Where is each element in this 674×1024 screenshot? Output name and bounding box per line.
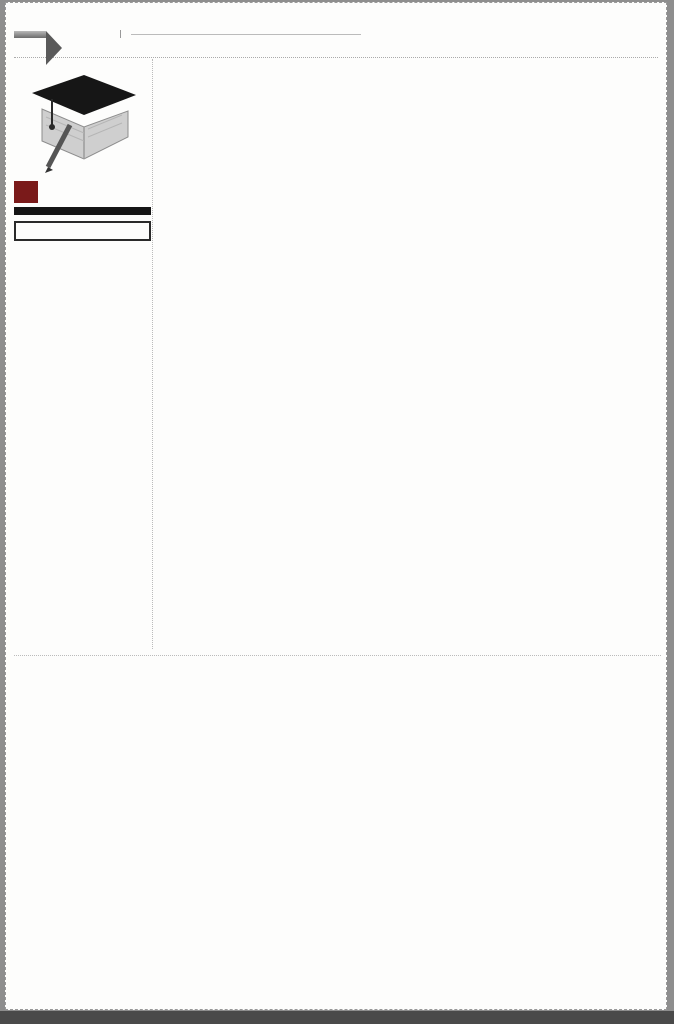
column-divider <box>152 59 153 649</box>
scan-edge-band <box>0 1011 674 1024</box>
edition-meta <box>120 30 654 38</box>
liqun-sun-logo <box>14 181 38 203</box>
newspaper-page <box>5 2 667 1010</box>
campaign-slogan <box>14 181 151 203</box>
series-banner <box>14 207 151 215</box>
headline-block <box>154 59 658 63</box>
lead-article <box>14 221 151 241</box>
student-grid-bottom <box>14 655 661 1007</box>
section-banner <box>14 31 46 38</box>
left-sidebar <box>14 59 151 651</box>
graduation-cap-illustration <box>22 63 144 175</box>
student-grid-top <box>154 133 661 653</box>
page-header <box>14 11 658 58</box>
hotline-line <box>131 34 361 38</box>
